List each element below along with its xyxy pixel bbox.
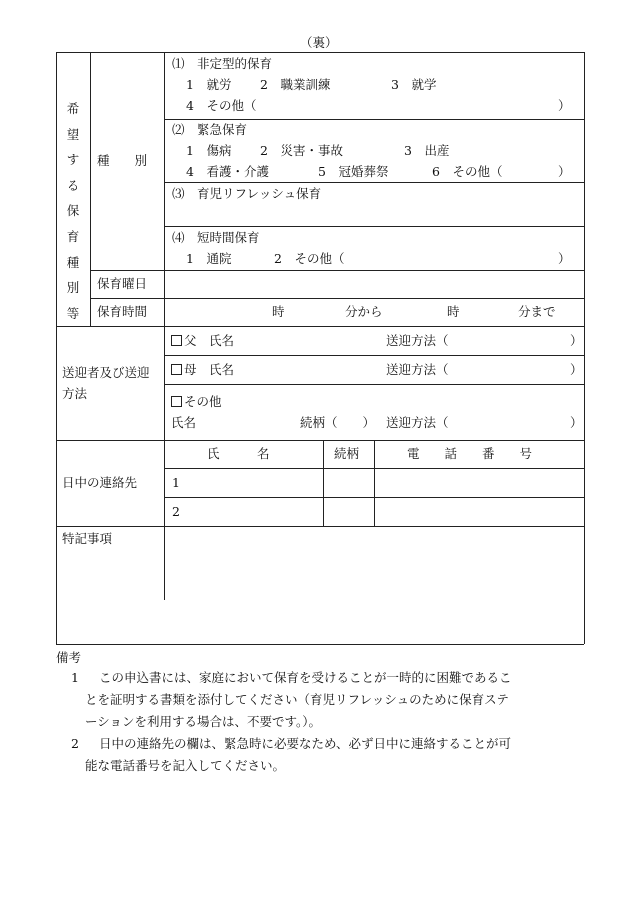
time-end-minute: 分まで	[518, 304, 556, 319]
father-method-close: ）	[570, 333, 583, 348]
time-start-hour: 時	[272, 304, 285, 319]
mother-method-close: ）	[570, 362, 583, 377]
contact-label: 日中の連絡先	[62, 475, 138, 490]
type3-heading: ⑶ 育児リフレッシュ保育	[172, 186, 322, 201]
type4-option-hospital: 1 通院	[186, 251, 232, 266]
remarks-item1-number: 1	[71, 670, 79, 685]
notes-label: 特記事項	[62, 531, 113, 546]
other-label: その他	[184, 394, 222, 409]
type1-option-study: 3 就学	[391, 77, 437, 92]
type1-option-training: 2 職業訓練	[260, 77, 331, 92]
weekday-label: 保育曜日	[97, 276, 148, 291]
type1-heading: ⑴ 非定型的保育	[172, 56, 273, 71]
mother-checkbox[interactable]	[171, 364, 182, 375]
contact-col-name: 氏 名	[207, 446, 270, 461]
contact-col-phone: 電 話 番 号	[407, 446, 533, 461]
type1-option-work: 1 就労	[186, 77, 232, 92]
remarks-item1-line2: とを証明する書類を添付してください（育児リフレッシュのために保育ステ	[85, 692, 509, 707]
remarks-item1-line1: この申込書には、家庭において保育を受けることが一時的に困難であるこ	[99, 670, 512, 685]
type2-option-other: 6 その他（	[432, 164, 503, 179]
type1-other-close: ）	[558, 98, 571, 113]
escort-label-line2: 方法	[62, 386, 88, 401]
type2-option-nursing: 4 看護・介護	[186, 164, 269, 179]
remarks-item2-number: 2	[71, 736, 79, 751]
section-title-vertical	[66, 96, 80, 326]
type1-option-other: 4 その他（	[186, 98, 257, 113]
type4-option-other: 2 その他（	[274, 251, 345, 266]
escort-father-row	[171, 335, 234, 348]
type2-other-close: ）	[558, 164, 571, 179]
other-name-label: 氏名	[171, 415, 197, 430]
type-label: 種 別	[97, 153, 148, 168]
other-checkbox[interactable]	[171, 396, 182, 407]
time-label: 保育時間	[97, 304, 148, 319]
escort-label-line1: 送迎者及び送迎	[62, 365, 150, 380]
type2-option-illness: 1 傷病	[186, 143, 232, 158]
type2-option-ceremony: 5 冠婚葬祭	[318, 164, 389, 179]
other-relation-label: 続柄（ ）	[300, 415, 376, 430]
type2-option-birth: 3 出産	[404, 143, 450, 158]
remarks-title: 備考	[56, 650, 82, 665]
other-method-label: 送迎方法（	[386, 415, 449, 430]
remarks-item2-line1: 日中の連絡先の欄は、緊急時に必要なため、必ず日中に連絡することが可	[99, 736, 512, 751]
escort-mother-row	[171, 364, 234, 377]
other-method-close: ）	[570, 415, 583, 430]
section-title: 希 望 す る 保 育 種 別 等	[66, 101, 80, 321]
type2-heading: ⑵ 緊急保育	[172, 122, 248, 137]
escort-other-row	[171, 396, 222, 409]
remarks-item2-line2: 能な電話番号を記入してください。	[85, 758, 286, 773]
father-name-label: 父 氏名	[184, 333, 235, 348]
page-title: （裏）	[300, 35, 338, 50]
father-method-label: 送迎方法（	[386, 333, 449, 348]
type2-option-disaster: 2 災害・事故	[260, 143, 343, 158]
contact-row-1: 1	[172, 475, 180, 490]
type4-other-close: ）	[558, 251, 571, 266]
mother-name-label: 母 氏名	[184, 362, 235, 377]
type4-heading: ⑷ 短時間保育	[172, 230, 260, 245]
contact-row-2: 2	[172, 504, 180, 519]
contact-col-relation: 続柄	[334, 446, 360, 461]
time-end-hour: 時	[447, 304, 460, 319]
mother-method-label: 送迎方法（	[386, 362, 449, 377]
father-checkbox[interactable]	[171, 335, 182, 346]
time-start-minute: 分から	[345, 304, 383, 319]
remarks-item1-line3: ーションを利用する場合は、不要です。）。	[85, 714, 322, 729]
